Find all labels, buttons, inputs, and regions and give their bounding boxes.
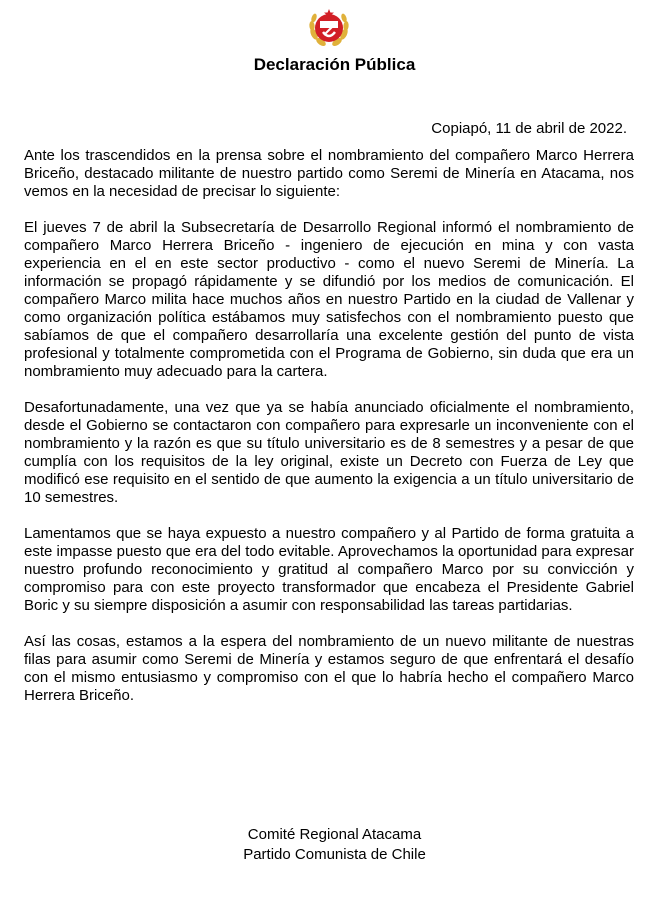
paragraph: Así las cosas, estamos a la espera del nombramiento de un nuevo militante de nuestras filas para asumir como Seremi de Minería y estamos seguro de que enfrentará el desafío con el mismo entusiasmo y compromiso con el que lo habría hecho el compañero Marco Herrera Briceño. [24, 633, 634, 704]
signature [0, 825, 669, 865]
place-date: Copiapó, 11 de abril de 2022. [431, 120, 627, 137]
signature-line-committee: Comité Regional Atacama [247, 826, 422, 843]
page-title: Declaración Pública [253, 55, 416, 74]
paragraph: Desafortunadamente, una vez que ya se había anunciado oficialmente el nombramiento, desde el Gobierno se contactaron con compañero para expresarle un inconveniente con el nombramiento y la razón es que su título universitario es de 8 semestres y a pesar de que cumplía con los requisitos de la ley original, existe un Decreto con Fuerza de Ley que modificó ese requisito en el sentido de que aumento la exigencia a un título universitario de 10 semestres. [24, 399, 634, 506]
paragraph: Ante los trascendidos en la prensa sobre el nombramiento del compañero Marco Herrera Briceño, destacado militante de nuestro partido como Seremi de Minería en Atacama, nos vemos en la necesidad de precisar lo siguiente: [24, 147, 634, 200]
paragraph: El jueves 7 de abril la Subsecretaría de Desarrollo Regional informó el nombramiento de compañero Marco Herrera Briceño - ingeniero de ejecución en mina y con vasta experiencia en el en este sector productivo - como el nuevo Seremi de Minería. La información se propagó rápidamente y se difundió por los medios de comunicación. El compañero Marco milita hace muchos años en nuestro Partido en la ciudad de Vallenar y como organización política estábamos muy satisfechos con el nombramiento puesto que sabíamos de que el compañero desarrollaría una excelente gestión del punto de vista profesional y totalmente comprometida con el Programa de Gobierno, sin duda que era un nombramiento muy adecuado para la cartera. [24, 219, 634, 380]
party-emblem-icon [305, 4, 353, 52]
paragraph: Lamentamos que se haya expuesto a nuestro compañero y al Partido de forma gratuita a este impasse puesto que era del todo evitable. Aprovechamos la oportunidad para expresar nuestro profundo reconocimiento y gratitud al compañero Marco por su convicción y compromiso para con este proyecto transformador que encabeza el Presidente Gabriel Boric y su siempre disposición a asumir con responsabilidad las tareas partidarias. [24, 525, 634, 614]
declaration-body [24, 147, 634, 723]
signature-line-party: Partido Comunista de Chile [243, 846, 426, 863]
